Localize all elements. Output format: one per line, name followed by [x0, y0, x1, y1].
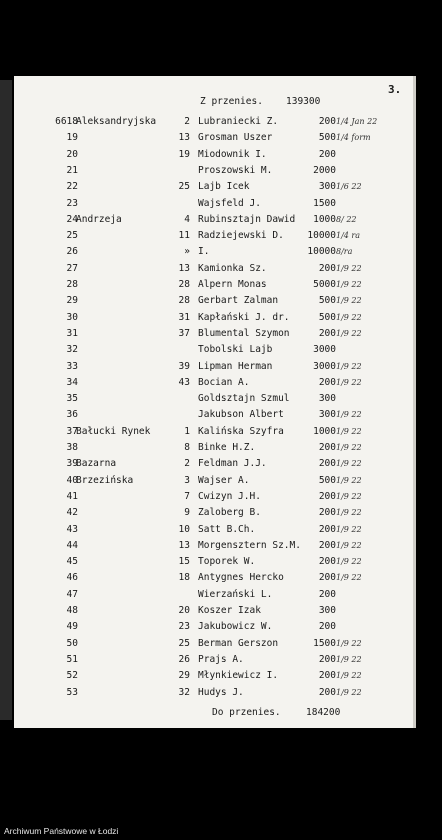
person-name: Proszowski M. — [198, 164, 273, 176]
table-row — [0, 326, 442, 342]
entry-number: 22 — [66, 181, 78, 193]
amount: 3000 — [313, 360, 336, 372]
carried-forward-row — [0, 96, 442, 112]
person-name: Grosman Uszer — [198, 132, 273, 144]
house-number: 25 — [178, 637, 190, 649]
table-row — [0, 359, 442, 375]
amount: 200 — [318, 653, 336, 665]
person-name: Toporek W. — [198, 556, 256, 568]
table-row — [0, 342, 442, 358]
entry-number: 34 — [66, 376, 78, 388]
entry-number: 27 — [66, 262, 78, 274]
entry-number: 32 — [66, 344, 78, 356]
table-row — [0, 456, 442, 472]
house-number: 4 — [184, 213, 190, 225]
person-name: Lajb Icek — [198, 181, 250, 193]
house-number: 8 — [184, 442, 190, 453]
house-number: 13 — [178, 262, 190, 274]
house-number: 7 — [184, 490, 190, 502]
table-row — [0, 440, 442, 456]
house-number: 25 — [178, 181, 190, 193]
person-name: Zaloberg B. — [198, 507, 261, 519]
table-row — [0, 407, 442, 423]
person-name: I. — [198, 246, 210, 258]
table-row — [0, 212, 442, 228]
amount: 3000 — [313, 344, 336, 356]
table-row — [0, 473, 442, 489]
entry-number: 49 — [66, 621, 78, 633]
handwritten-note: 1/9 22 — [336, 410, 362, 420]
house-number: 28 — [178, 279, 190, 290]
table-row — [0, 277, 442, 293]
house-number: 3 — [184, 474, 190, 486]
entry-number: 35 — [66, 393, 78, 405]
handwritten-note: 1/9 22 — [336, 671, 362, 681]
entry-number: 21 — [66, 164, 78, 176]
table-row — [0, 114, 442, 130]
person-name: Hudys J. — [198, 686, 244, 698]
person-name: Alpern Monas — [198, 279, 267, 290]
entry-number: 30 — [66, 311, 78, 323]
table-row — [0, 261, 442, 277]
house-number: 1 — [184, 425, 190, 437]
person-name: Antygnes Hercko — [198, 572, 284, 584]
amount: 10000 — [307, 246, 336, 258]
entry-number: 40 — [66, 474, 78, 486]
house-number: 2 — [184, 116, 190, 127]
house-number: 29 — [178, 670, 190, 682]
entry-number: 23 — [66, 197, 78, 209]
entry-number: 45 — [66, 556, 78, 568]
street-name: Bazarna — [76, 458, 117, 470]
person-name: Prajs A. — [198, 653, 244, 665]
entry-number: 29 — [66, 295, 78, 307]
table-row — [0, 179, 442, 195]
table-row — [0, 685, 442, 701]
entry-number: 44 — [66, 539, 78, 551]
entry-number: 42 — [66, 507, 78, 519]
table-row — [0, 505, 442, 521]
carried-forward-label: Z przenies. — [200, 96, 263, 107]
handwritten-note: 1/9 22 — [336, 491, 362, 501]
amount: 500 — [318, 474, 336, 486]
amount: 10000 — [307, 230, 336, 242]
table-row — [0, 489, 442, 505]
amount: 200 — [318, 670, 336, 682]
entry-number: 39 — [66, 458, 78, 470]
entry-number: 28 — [66, 279, 78, 290]
house-number: 26 — [178, 653, 190, 665]
table-row — [0, 652, 442, 668]
handwritten-note: 1/9 22 — [336, 426, 362, 436]
amount: 200 — [318, 442, 336, 453]
amount: 300 — [318, 181, 336, 193]
house-number: 37 — [178, 327, 190, 339]
amount: 200 — [318, 327, 336, 339]
amount: 200 — [318, 376, 336, 388]
person-name: Kamionka Sz. — [198, 262, 267, 274]
house-number: 11 — [178, 230, 190, 242]
person-name: Cwizyn J.H. — [198, 490, 261, 502]
person-name: Tobolski Lajb — [198, 344, 273, 356]
person-name: Blumental Szymon — [198, 327, 290, 339]
house-number: 13 — [178, 132, 190, 144]
house-number: 18 — [178, 572, 190, 584]
table-row — [0, 538, 442, 554]
amount: 1500 — [313, 637, 336, 649]
handwritten-note: 1/9 22 — [336, 263, 362, 273]
handwritten-note: 1/9 22 — [336, 687, 362, 697]
entry-number: 53 — [66, 686, 78, 698]
table-row — [0, 375, 442, 391]
house-number: 2 — [184, 458, 190, 470]
table-row — [0, 147, 442, 163]
house-number: 28 — [178, 295, 190, 307]
entry-number: 36 — [66, 409, 78, 421]
person-name: Jakubson Albert — [198, 409, 284, 421]
amount: 200 — [318, 539, 336, 551]
amount: 200 — [318, 458, 336, 470]
handwritten-note: 8/ 22 — [336, 214, 357, 224]
person-name: Wajser A. — [198, 474, 250, 486]
street-name: Andrzeja — [76, 213, 122, 225]
table-row — [0, 310, 442, 326]
house-number: 20 — [178, 605, 190, 616]
handwritten-note: 8/ra — [336, 247, 353, 257]
entry-number: 33 — [66, 360, 78, 372]
person-name: Feldman J.J. — [198, 458, 267, 470]
house-number: 39 — [178, 360, 190, 372]
house-number: 10 — [178, 523, 190, 535]
table-row — [0, 424, 442, 440]
person-name: Młynkiewicz I. — [198, 670, 279, 682]
person-name: Jakubowicz W. — [198, 621, 273, 633]
entry-number: 41 — [66, 490, 78, 502]
entry-number: 19 — [66, 132, 78, 144]
person-name: Rubinsztajn Dawid — [198, 213, 296, 225]
table-row — [0, 522, 442, 538]
entry-number: 25 — [66, 230, 78, 242]
entry-number: 37 — [66, 425, 78, 437]
handwritten-note: 1/9 22 — [336, 475, 362, 485]
table-row — [0, 636, 442, 652]
amount: 1500 — [313, 197, 336, 209]
person-name: Kapłański J. dr. — [198, 311, 290, 323]
handwritten-note: 1/9 22 — [336, 524, 362, 534]
house-number: 23 — [178, 621, 190, 633]
person-name: Lubraniecki Z. — [198, 116, 279, 127]
person-name: Miodownik I. — [198, 148, 267, 160]
house-number: 32 — [178, 686, 190, 698]
amount: 200 — [318, 116, 336, 127]
house-number: 15 — [178, 556, 190, 568]
handwritten-note: 1/9 22 — [336, 540, 362, 550]
amount: 300 — [318, 605, 336, 616]
person-name: Goldsztajn Szmul — [198, 393, 290, 405]
carry-over-amount: 184200 — [306, 706, 341, 718]
entry-number: 43 — [66, 523, 78, 535]
amount: 500 — [318, 132, 336, 144]
entry-number: 51 — [66, 653, 78, 665]
entry-number: 47 — [66, 588, 78, 600]
handwritten-note: 1/9 22 — [336, 361, 362, 371]
handwritten-note: 1/9 22 — [336, 508, 362, 518]
handwritten-note: 1/9 22 — [336, 296, 362, 306]
amount: 200 — [318, 556, 336, 568]
table-row — [0, 293, 442, 309]
person-name: Morgensztern Sz.M. — [198, 539, 301, 551]
handwritten-note: 1/9 22 — [336, 459, 362, 469]
person-name: Bocian A. — [198, 376, 250, 388]
handwritten-note: 1/6 22 — [336, 182, 362, 192]
handwritten-note: 1/9 22 — [336, 573, 362, 583]
handwritten-note: 1/4 Jan 22 — [336, 117, 378, 126]
archive-caption: Archiwum Państwowe w Łodzi — [4, 826, 119, 836]
amount: 1000 — [313, 425, 336, 437]
person-name: Gerbart Zalman — [198, 295, 279, 307]
handwritten-note: 1/4 form — [336, 133, 371, 143]
street-name: Brzezińska — [76, 474, 134, 486]
handwritten-note: 1/9 22 — [336, 312, 362, 322]
amount: 300 — [318, 393, 336, 405]
amount: 200 — [318, 588, 336, 600]
amount: 200 — [318, 490, 336, 502]
table-row — [0, 130, 442, 146]
table-row — [0, 668, 442, 684]
handwritten-note: 1/9 22 — [336, 638, 362, 648]
amount: 200 — [318, 523, 336, 535]
table-row — [0, 196, 442, 212]
amount: 2000 — [313, 164, 336, 176]
house-number: 19 — [178, 148, 190, 160]
person-name: Satt B.Ch. — [198, 523, 256, 535]
carry-over-label: Do przenies. — [212, 706, 281, 718]
table-row — [0, 603, 442, 619]
amount: 200 — [318, 572, 336, 584]
person-name: Kalińska Szyfra — [198, 425, 284, 437]
house-number: 13 — [178, 539, 190, 551]
street-name: Aleksandryjska — [76, 116, 157, 127]
table-row — [0, 554, 442, 570]
handwritten-note: 1/9 22 — [336, 328, 362, 338]
handwritten-note: 1/9 22 — [336, 654, 362, 664]
entry-number: 24 — [66, 213, 78, 225]
person-name: Lipman Herman — [198, 360, 273, 372]
entry-number: 31 — [66, 327, 78, 339]
carry-over-row — [0, 705, 442, 721]
handwritten-note: 1/4 ra — [336, 231, 361, 241]
amount: 200 — [318, 621, 336, 633]
entry-number: 50 — [66, 637, 78, 649]
table-row — [0, 587, 442, 603]
page-number: 3. — [388, 83, 402, 96]
amount: 500 — [318, 295, 336, 307]
house-number: 31 — [178, 311, 190, 323]
person-name: Berman Gerszon — [198, 637, 279, 649]
table-row — [0, 570, 442, 586]
person-name: Wajsfeld J. — [198, 197, 261, 209]
house-number: 43 — [178, 376, 190, 388]
amount: 200 — [318, 686, 336, 698]
entry-number: 46 — [66, 572, 78, 584]
person-name: Wierzański L. — [198, 588, 273, 600]
entry-number: 20 — [66, 148, 78, 160]
amount: 5000 — [313, 279, 336, 290]
amount: 200 — [318, 148, 336, 160]
table-row — [0, 391, 442, 407]
person-name: Radziejewski D. — [198, 230, 284, 242]
handwritten-note: 1/9 22 — [336, 377, 362, 387]
amount: 200 — [318, 262, 336, 274]
entry-number: 26 — [66, 246, 78, 258]
amount: 300 — [318, 409, 336, 421]
amount: 500 — [318, 311, 336, 323]
entry-number: 48 — [66, 605, 78, 616]
handwritten-note: 1/9 22 — [336, 443, 362, 452]
handwritten-note: 1/9 22 — [336, 557, 362, 567]
person-name: Koszer Izak — [198, 605, 261, 616]
entry-number: 52 — [66, 670, 78, 682]
table-row — [0, 619, 442, 635]
amount: 1000 — [313, 213, 336, 225]
table-row — [0, 244, 442, 260]
table-row — [0, 228, 442, 244]
street-name: Bałucki Rynek — [76, 425, 151, 437]
table-row — [0, 163, 442, 179]
carried-forward-amount: 139300 — [286, 96, 321, 107]
entry-number: 6618 — [55, 116, 78, 127]
amount: 200 — [318, 507, 336, 519]
entry-number: 38 — [66, 442, 78, 453]
house-number: 9 — [184, 507, 190, 519]
house-number: » — [184, 246, 190, 258]
person-name: Binke H.Z. — [198, 442, 256, 453]
handwritten-note: 1/9 22 — [336, 280, 362, 289]
